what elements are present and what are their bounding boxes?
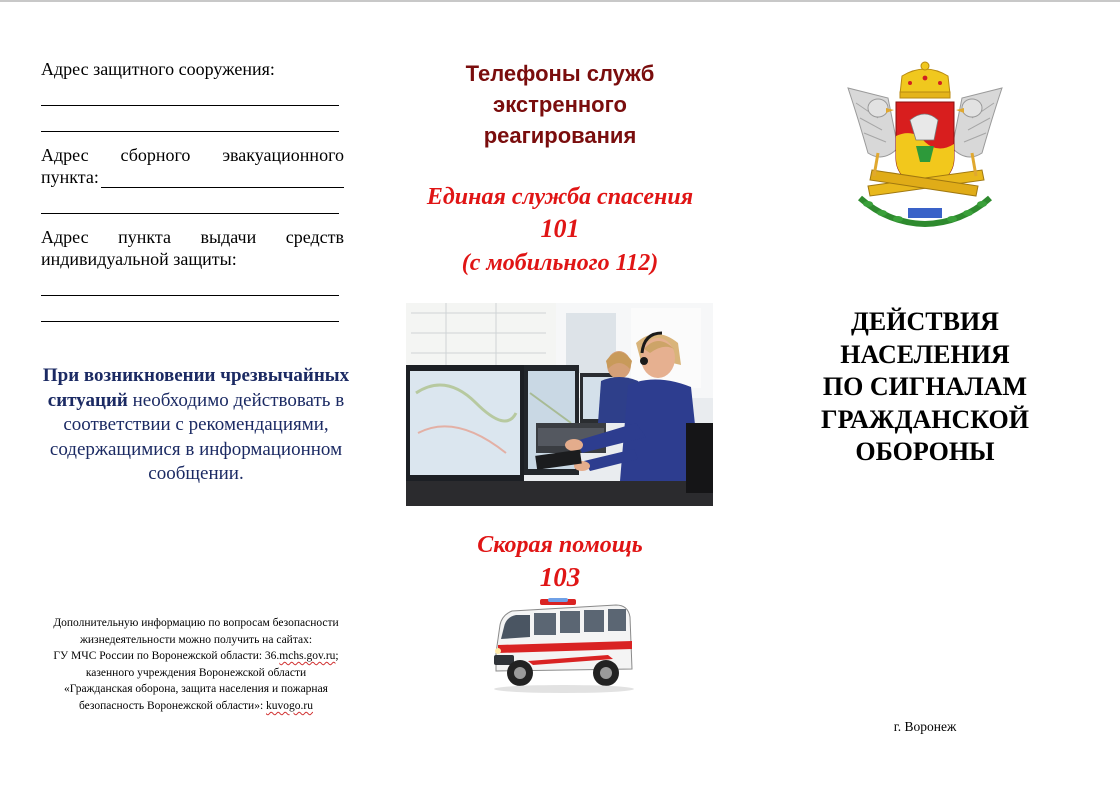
footnote-kuvogo-prefix: безопасность Воронежской области»: (78, 699, 267, 712)
phones-title: Телефоны служб экстренного реагирования (465, 61, 655, 148)
evac-point-label: Адрес сборного эвакуационного (41, 145, 344, 165)
evac-point-row (41, 166, 344, 188)
ppe-point-line-2[interactable] (41, 300, 339, 322)
title-line-5: ОБОРОНЫ (855, 437, 995, 466)
ppe-point-line-1[interactable] (41, 274, 339, 296)
footnote-line-2: жизнедеятельности можно получить на сайтах: (79, 633, 313, 646)
ppe-point-label-cont: индивидуальной защиты: (41, 249, 237, 269)
shelter-address-line-2[interactable] (41, 110, 339, 132)
shelter-address-label: Адрес защитного сооружения: (41, 59, 275, 79)
emergency-bold-text: При возникновении чрезвычайных ситуаций (42, 365, 350, 411)
footnote-line-6 (30, 698, 362, 715)
ambulance-name: Скорая помощь (477, 532, 643, 558)
emergency-instructions (41, 364, 351, 487)
footnote-line-5: «Гражданская оборона, защита населения и пожарная (64, 683, 328, 696)
footnote-line-4: казенного учреждения Воронежской области (85, 666, 307, 679)
city-name: г. Воронеж (893, 719, 957, 734)
evac-point-label-cont: пункта: (41, 167, 99, 187)
footnote (30, 615, 362, 715)
rescue-service-block (400, 182, 720, 280)
title-line-3: ПО СИГНАЛАМ (822, 372, 1028, 401)
evac-point-line-1[interactable] (101, 167, 344, 188)
page-top-border (0, 0, 1120, 2)
rescue-mobile-number: (с мобильного 112) (461, 250, 659, 276)
ambulance-number: 103 (539, 562, 581, 592)
footnote-mchs-suffix: ; (335, 650, 339, 663)
footnote-mchs-prefix: ГУ МЧС России по Воронежской области: 36. (53, 650, 280, 663)
title-line-2: НАСЕЛЕНИЯ (840, 339, 1010, 369)
ppe-point-label: Адрес пункта выдачи средств (41, 227, 344, 247)
footnote-line-1: Дополнительную информацию по вопросам безопасности (53, 617, 339, 629)
address-form (41, 58, 344, 322)
mchs-site-link[interactable]: mchs.gov.ru (279, 650, 336, 663)
dispatcher-photo (406, 303, 713, 506)
ambulance-icon (488, 595, 638, 695)
footnote-line-3 (30, 648, 362, 665)
coat-of-arms-icon (838, 58, 1012, 228)
emergency-body-text: необходимо действовать в соответствии с рекомендациями, содержащимися в информационном сообщении. (49, 389, 345, 484)
rescue-service-name: Единая служба спасения (426, 184, 694, 210)
shelter-address-line-1[interactable] (41, 84, 339, 106)
rescue-service-number: 101 (540, 214, 580, 243)
kuvogo-site-link[interactable]: kuvogo.ru (266, 699, 313, 712)
title-line-4: ГРАЖДАНСКОЙ (821, 404, 1029, 434)
evac-point-line-2[interactable] (41, 192, 339, 214)
ambulance-block (440, 530, 680, 594)
brochure-title (790, 306, 1060, 469)
title-line-1: ДЕЙСТВИЯ (851, 307, 999, 336)
